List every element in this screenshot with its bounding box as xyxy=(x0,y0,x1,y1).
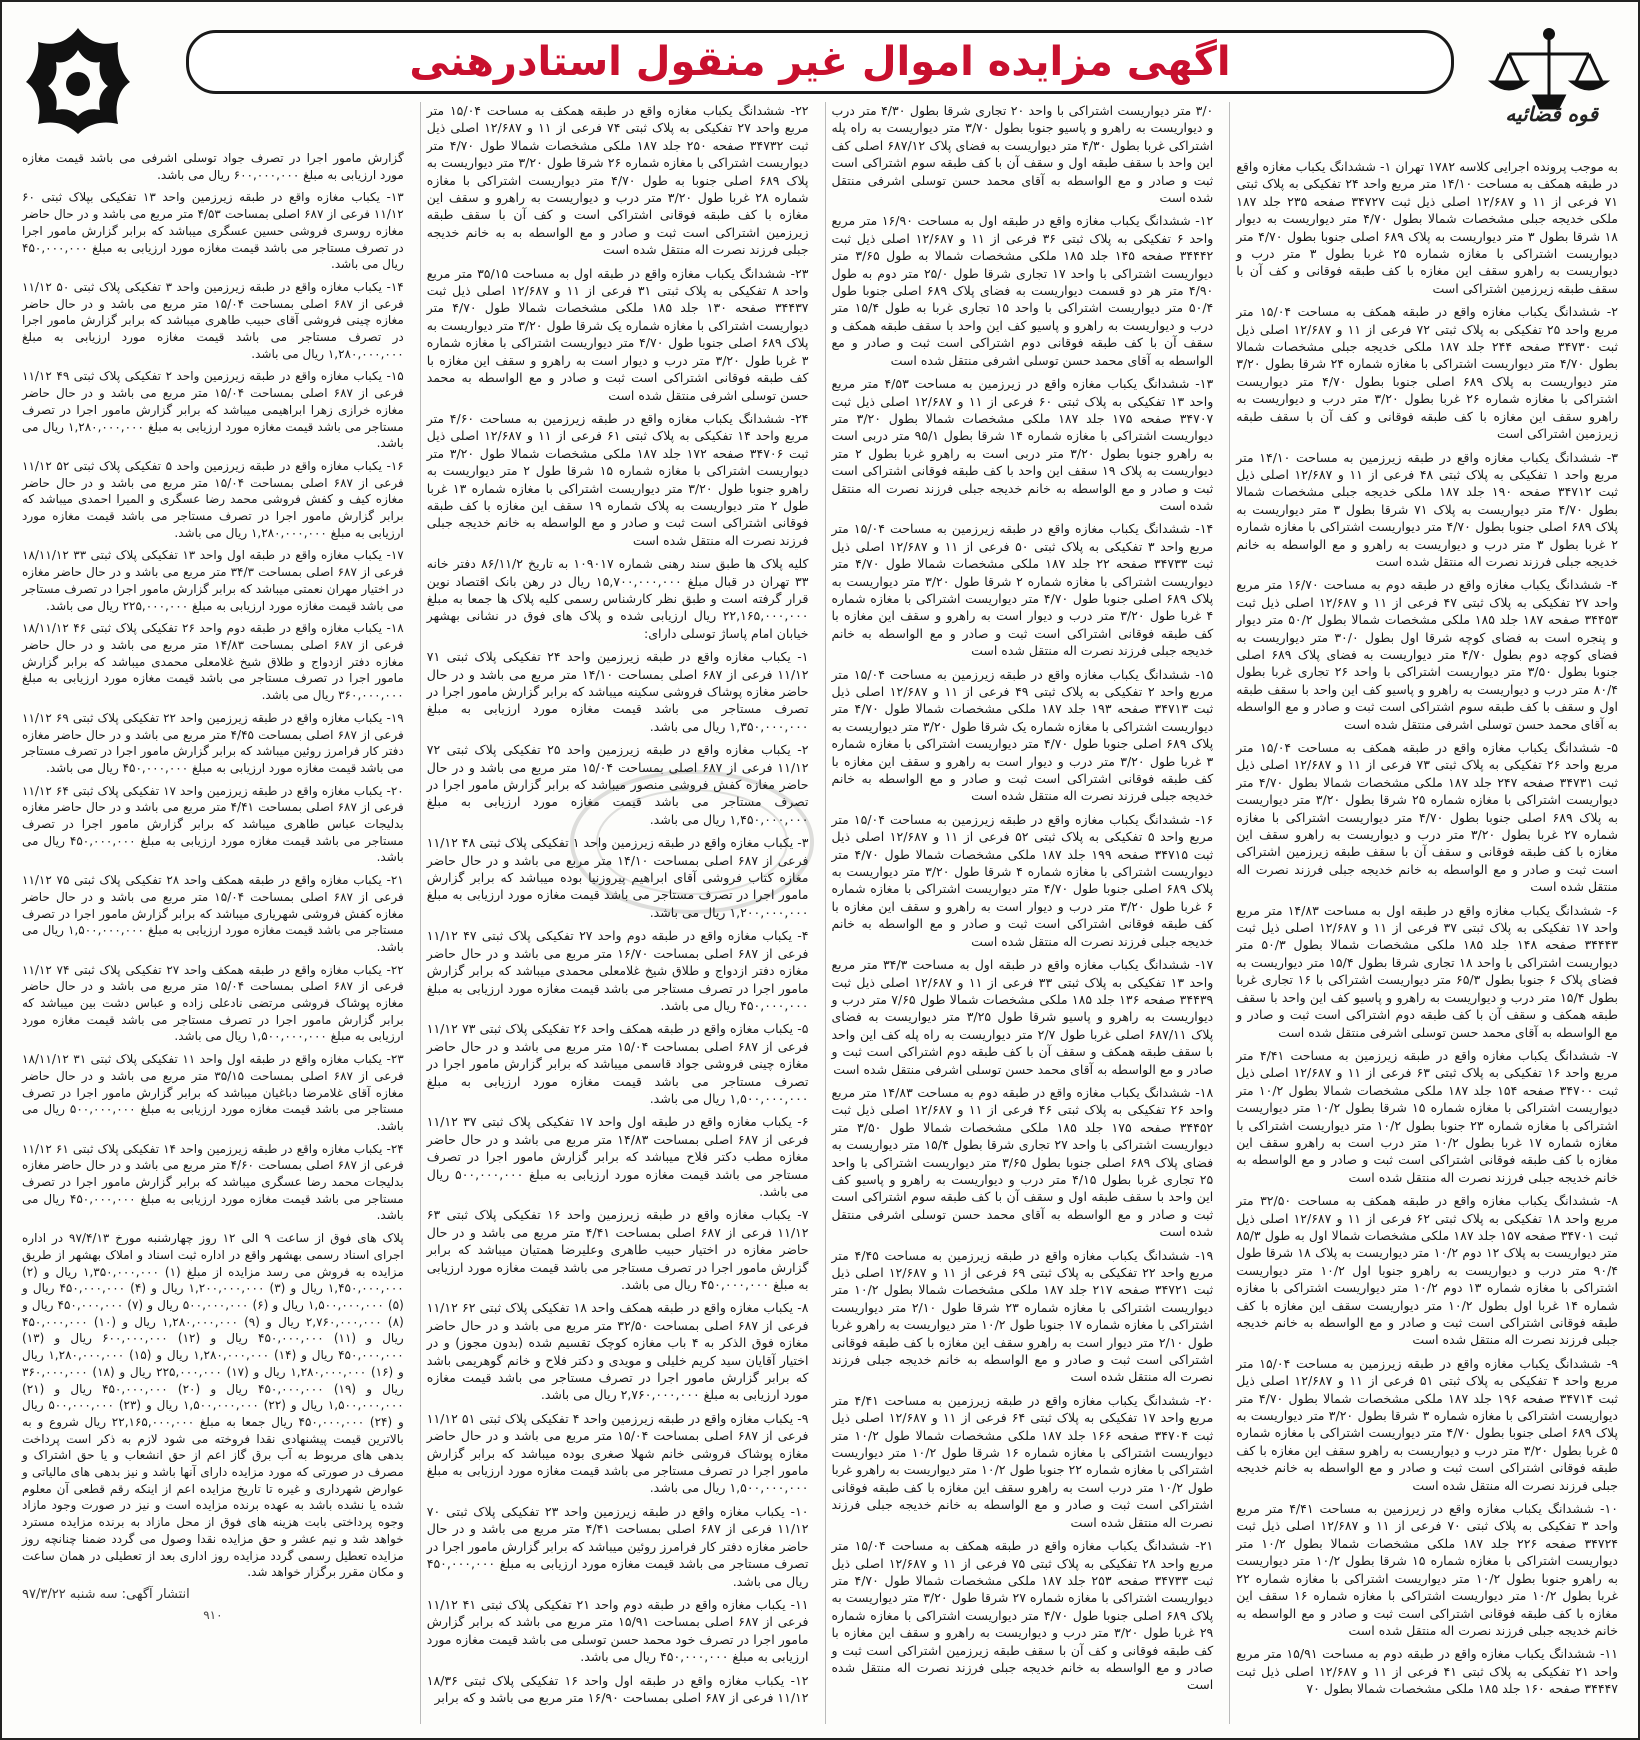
column-4 xyxy=(16,102,410,1724)
notice-paragraph: ۲۳- ششدانگ یکباب مغازه واقع در طبقه اول به مساحت ۳۵/۱۵ متر مربع واحد ۸ تفکیکی به پلاک ثبتی ۳۱ فرعی از ۱۱ و ۱۲/۶۸۷ اصلی ذیل ثبت ۳۴۴۳۷ صفحه ۱۳۰ جلد ۱۸۵ ملکی مشخصات شمالا طول ۴/۷۰ متر دیواریست اشتراکی با مغازه شماره یک شرقا طول ۳/۲۰ متر دیواریست به پلاک ۶۸۹ اصلی جنوبا طول ۴/۷۰ متر دیواریست اشتراکی با مغازه شماره ۳ غربا طول ۳/۲۰ متر درب و دیوار است به راهرو و سقف این مغازه با کف طبقه فوقانی اشتراکی است ثبت و صادر و مع الواسطه به محمد حسن توسلی اشرفی منتقل شده است xyxy=(426,265,809,403)
notice-paragraph: ۷- ششدانگ یکباب مغازه واقع در طبقه زیرزمین به مساحت ۴/۴۱ متر مربع واحد ۱۶ تفکیکی به پلاک ثبتی ۶۳ فرعی از ۱۱ و ۱۲/۶۸۷ اصلی ذیل ثبت ۳۴۷۰۰ صفحه ۱۵۴ جلد ۱۸۷ ملکی مشخصات شمالا بطول ۱۰/۲ متر دیواریست اشتراکی با مغازه شماره ۱۵ شرقا بطول ۱۰/۲ متر دیواریست اشتراکی با مغازه شماره ۲۳ جنوبا بطول ۱۰/۲ متر دیواریست اشتراکی با مغازه شماره ۱۷ غربا بطول ۱۰/۲ متر درب است به راهرو سقف این مغازه با کف طبقه فوقانی اشتراکی است ثبت و صادر و مع الواسطه به خانم خدیجه جبلی فرزند نصرت اله منتقل شده است xyxy=(1236,1047,1619,1185)
notice-paragraph: ۲۲- ششدانگ یکباب مغازه واقع در طبقه همکف به مساحت ۱۵/۰۴ متر مربع واحد ۲۷ تفکیکی به پلاک ثبتی ۷۴ فرعی از ۱۱ و ۱۲/۶۸۷ اصلی ذیل ثبت ۳۴۷۳۲ صفحه ۲۵۰ جلد ۱۸۷ ملکی مشخصات شمالا طول ۴/۷۰ متر دیواریست اشتراکی با مغازه شماره ۲۶ شرقا طول ۳/۲۰ متر دیواریست به پلاک ۶۸۹ اصلی جنوبا به طول ۴/۷۰ متر دیواریست اشتراکی با مغازه شماره ۲۸ غربا طول ۳/۲۰ متر درب و دیواریست به راهرو و سقف این مغازه با کف طبقه فوقانی اشتراکی است و کف آن با سقف طبقه زیرزمین اشتراکی است ثبت و صادر و مع الواسطه به به خانم خدیجه جبلی فرزند نصرت اله منتقل شده است xyxy=(426,103,809,258)
notice-paragraph: ۱۰- یکباب مغازه واقع در طبقه زیرزمین واحد ۲۳ تفکیکی پلاک ثبتی ۷۰ ۱۱/۱۲ فرعی از ۶۸۷ اصلی بمساحت ۴/۴۱ متر مربع می باشد و در حال حاضر مغازه دفتر کار فرامرز روئین میباشد که برابر گزارش مامور اجرا در تصرف مستاجر می باشد قیمت مغازه مورد ارزیابی به مبلغ ۴۵۰,۰۰۰,۰۰۰ ریال می باشد. xyxy=(426,1503,809,1589)
notice-paragraph: ۱۹- ششدانگ یکباب مغازه واقع در طبقه زیرزمین به مساحت ۴/۴۵ متر مربع واحد ۲۲ تفکیکی به پلاک ثبتی ۶۹ فرعی از ۱۱ و ۱۲/۶۸۷ اصلی ذیل ثبت ۳۴۷۲۱ صفحه ۲۱۷ جلد ۱۸۷ ملکی مشخصات شمالا بطول ۱۰/۲ متر دیواریست اشتراکی با مغازه شماره ۲۳ شرقا طول ۲/۱۰ متر دیواریست اشتراکی با مغازه شماره ۱۷ جنوبا طول ۱۰/۲ متر دیواریست به راهرو غربا طول ۲/۱۰ متر دیوار است به راهرو سقف این مغازه با کف طبقه فوقانی اشتراکی است ثبت و صادر و مع الواسطه به خانم خدیجه جبلی فرزند نصرت اله منتقل شده است xyxy=(831,1247,1214,1385)
notice-paragraph: ۳/۰ متر دیواریست اشتراکی با واحد ۲۰ تجاری شرقا بطول ۴/۳۰ متر درب و دیواریست به راهرو و پاسیو جنوبا بطول ۳/۷۰ متر دیواریست به راه پله اشتراکی غربا بطول ۴/۳۰ متر دیواریست به فضای پلاک ۶۸۷/۱۲ اصلی کف این واحد با سقف طبقه اول و سقف آن با کف طبقه سوم اشتراکی است ثبت و صادر و مع الواسطه به آقای محمد حسن توسلی اشرفی منتقل شده است xyxy=(831,103,1214,206)
notice-paragraph: ۸- ششدانگ یکباب مغازه واقع در طبقه همکف به مساحت ۳۲/۵۰ متر مربع واحد ۱۸ تفکیکی به پلاک ثبتی ۶۲ فرعی از ۱۱ و ۱۲/۶۸۷ اصلی ذیل ثبت ۳۴۷۰۱ صفحه ۱۵۷ جلد ۱۸۷ ملکی مشخصات شمالا اول به طول ۸۵/۳ متر دیواریست به پلاک ۱۲ دوم ۱۰/۲ متر دیواریست به پلاک ۱۸ شرقا طول ۹۰/۴ متر درب و دیواریست به راهرو جنوبا اول ۱۰/۲ متر دیواریست اشتراکی با مغازه شماره ۱۳ دوم ۱۰/۲ متر دیواریست اشتراکی با مغازه شماره ۱۴ غربا اول بطول ۱۰/۲ متر دیواریست سقف این مغازه با کف طبقه فوقانی اشتراکی است ثبت و صادر و مع الواسطه به خانم خدیجه جبلی فرزند نصرت اله منتقل شده است xyxy=(1236,1193,1619,1348)
notice-paragraph: ۱- یکباب مغازه واقع در طبقه زیرزمین واحد ۲۴ تفکیکی پلاک ثبتی ۷۱ ۱۱/۱۲ فرعی از ۶۸۷ اصلی بمساحت ۱۴/۱۰ متر مربع می باشد و در حال حاضر مغازه پوشاک فروشی سکینه میباشد که برابر گزارش مامور اجرا در تصرف مستاجر می باشد قیمت مغازه مورد ارزیابی به مبلغ ۱,۳۵۰,۰۰۰,۰۰۰ ریال می باشد. xyxy=(426,649,809,734)
notice-paragraph: کلیه پلاک ها طبق سند رهنی شماره ۱۰۹۰۱۷ به تاریخ ۸۶/۱۱/۲ دفتر خانه ۳۳ تهران در قبال مبلغ ۱۵,۷۰۰,۰۰۰,۰۰۰ ریال در رهن بانک اقتصاد نوین قرار گرفته است و طبق نظر کارشناس رسمی کلیه پلاک ها جمعا به مبلغ ۲۲,۱۶۵,۰۰۰,۰۰۰ ریال ارزیابی شده و پلاک های فوق در نشانی بهشهر خیابان امام پاساژ توسلی دارای: xyxy=(426,556,809,641)
notice-paragraph: ۱۳- یکباب مغازه واقع در طبقه زیرزمین واحد ۱۳ تفکیکی بپلاک ثبتی ۶۰ ۱۱/۱۲ فرعی از ۶۸۷ اصلی بمساحت ۴/۵۳ متر مربع می باشد و در حال حاضر مغازه روسری فروشی حسین عسگری میباشد که برابر گزارش مامور اجرا در تصرف مستاجر می باشد قیمت مغازه مورد ارزیابی به مبلغ ۴۵۰,۰۰۰,۰۰۰ ریال می باشد. xyxy=(22,190,404,272)
emblem-caption: قوه قضائیه xyxy=(1505,102,1598,126)
notice-paragraph: ۱۴- ششدانگ یکباب مغازه واقع در طبقه زیرزمین به مساحت ۱۵/۰۴ متر مربع واحد ۳ تفکیکی به پلاک ثبتی ۵۰ فرعی از ۱۱ و ۱۲/۶۸۷ اصلی ذیل ثبت ۳۴۷۳۳ صفحه ۲۲ جلد ۱۸۷ ملکی مشخصات شمالا طول ۴/۷۰ متر دیواریست اشتراکی با مغازه شماره ۲ شرقا طول ۳/۲۰ متر دیواریست به پلاک ۶۸۹ اصلی جنوبا طول ۴/۷۰ متر دیواریست اشتراکی با مغازه شماره ۴ غربا طول ۳/۲۰ متر درب و دیوار است به راهرو و سقف این مغازه با کف طبقه فوقانی اشتراکی است ثبت و صادر و مع الواسطه به خانم خدیجه جبلی فرزند نصرت اله منتقل شده است xyxy=(831,521,1214,659)
notice-paragraph: ۲۳- یکباب مغازه واقع در طبقه اول واحد ۱۱ تفکیکی پلاک ثبتی ۳۱ ۱۸/۱۱/۱۲ فرعی از ۶۸۷ اصلی بمساحت ۳۵/۱۵ متر مربع می باشد و در حال حاضر مغازه آقای غلامرضا دباغیان میباشد که برابر گزارش مامور اجرا در تصرف مستاجر می باشد قیمت مغازه مورد ارزیابی به مبلغ ۵۰۰,۰۰۰,۰۰۰ ریال می باشد. xyxy=(22,1052,404,1133)
notice-paragraph: ۵- یکباب مغازه واقع در طبقه همکف واحد ۲۶ تفکیکی پلاک ثبتی ۷۳ ۱۱/۱۲ فرعی از ۶۸۷ اصلی بمساحت ۱۵/۰۴ متر مربع می باشد و در حال حاضر مغازه چینی فروشی جواد قاسمی میباشد که برابر گزارش مامور اجرا در تصرف مستاجر می باشد قیمت مغازه مورد ارزیابی به مبلغ ۱,۵۰۰,۰۰۰,۰۰۰ ریال می باشد. xyxy=(426,1021,809,1106)
notice-paragraph: ۱۱- ششدانگ یکباب مغازه واقع در طبقه دوم به مساحت ۱۵/۹۱ متر مربع واحد ۲۱ تفکیکی به پلاک ثبتی ۴۱ فرعی از ۱۱ و ۱۲/۶۸۷ اصلی ذیل ثبت ۳۴۴۴۷ صفحه ۱۶۰ جلد ۱۸۵ ملکی مشخصات شمالا بطول ۷۰ xyxy=(1236,1646,1619,1697)
notice-paragraph: ۱۵- ششدانگ یکباب مغازه واقع در طبقه زیرزمین به مساحت ۱۵/۰۴ متر مربع واحد ۲ تفکیکی به پلاک ثبتی ۴۹ فرعی از ۱۱ و ۱۲/۶۸۷ اصلی ذیل ثبت ۳۴۷۱۳ صفحه ۱۹۳ جلد ۱۸۷ ملکی مشخصات شمالا طول ۴/۷۰ متر دیواریست اشتراکی با مغازه شماره یک شرقا طول ۳/۲۰ متر دیواریست به پلاک ۶۸۹ اصلی جنوبا طول ۴/۷۰ متر دیواریست اشتراکی با مغازه شماره ۳ غربا طول ۳/۲۰ متر درب و دیوار است به راهرو و سقف این مغازه با کف طبقه فوقانی اشتراکی است ثبت و صادر و مع الواسطه به خانم خدیجه جبلی فرزند نصرت اله منتقل شده است xyxy=(831,666,1214,804)
notice-paragraph: ۲۱- ششدانگ یکباب مغازه واقع در طبقه همکف به مساحت ۱۵/۰۴ متر مربع واحد ۲۸ تفکیکی به پلاک ثبتی ۷۵ فرعی از ۱۱ و ۱۲/۶۸۷ اصلی ذیل ثبت ۳۴۷۳۳ صفحه ۲۵۳ جلد ۱۸۷ ملکی مشخصات شمالا طول ۴/۷۰ متر دیواریست اشتراکی با مغازه شماره ۲۷ شرقا طول ۳/۲۰ متر دیواریست به پلاک ۶۸۹ اصلی جنوبا طول ۴/۷۰ متر دیواریست اشتراکی با مغازه شماره ۲۹ غربا طول ۳/۲۰ متر درب و دیواریست به راهرو و سقف این مغازه با کف طبقه فوقانی و کف آن با سقف طبقه زیرزمین اشتراکی است ثبت و صادر و مع الواسطه به خانم خدیجه جبلی فرزند نصرت اله منتقل شده است xyxy=(831,1538,1214,1693)
notice-paragraph: ۷- یکباب مغازه واقع در طبقه زیرزمین واحد ۱۶ تفکیکی پلاک ثبتی ۶۳ ۱۱/۱۲ فرعی از ۶۸۷ اصلی بمساحت ۴/۴۱ متر مربع می باشد و در حال حاضر مغازه در اختیار حبیب طاهری وعلیرضا همتیان میباشد که برابر گزارش مامور اجرا در تصرف مستاجر می باشد قیمت مغازه مورد ارزیابی به مبلغ ۴۵۰,۰۰۰,۰۰۰ ریال می باشد. xyxy=(426,1207,809,1292)
notice-paragraph: ۲۱- یکباب مغازه واقع در طبقه همکف واحد ۲۸ تفکیکی پلاک ثبتی ۷۵ ۱۱/۱۲ فرعی از ۶۸۷ اصلی بمساحت ۱۵/۰۴ متر مربع می باشد و در حال حاضر مغازه کفش فروشی شهریاری میباشد که برابر گزارش مامور اجرا در تصرف مستاجر می باشد قیمت مغازه مورد ارزیابی به مبلغ ۱,۵۰۰,۰۰۰,۰۰۰ ریال می باشد. xyxy=(22,873,404,954)
notice-paragraph: به موجب پرونده اجرایی کلاسه ۱۷۸۲ تهران ۱- ششدانگ یکباب مغازه واقع در طبقه همکف به مساحت ۱۴/۱۰ متر مربع واحد ۲۴ تفکیکی به پلاک ثبتی ۷۱ فرعی از ۱۱ و ۱۲/۶۸۷ اصلی ذیل ثبت ۳۴۷۲۷ صفحه ۲۳۵ جلد ۱۸۷ ملکی خدیجه جبلی مشخصات شمالا بطول ۴/۷۰ متر دیواریست به دیوار ۱۸ شرقا بطول ۳ متر دیواریست به پلاک ۶۸۹ اصلی جنوبا بطول ۴/۷۰ متر دیواریست اشتراکی با مغازه شماره ۲۵ غربا بطول ۳ متر درب و دیواریست به راهرو سقف این مغازه با کف طبقه فوقانی و کف آن با سقف طبقه زیرزمین اشتراکی است xyxy=(1236,159,1619,296)
notice-paragraph: ۱۶- یکباب مغازه واقع در طبقه زیرزمین واحد ۵ تفکیکی پلاک ثبتی ۵۲ ۱۱/۱۲ فرعی از ۶۸۷ اصلی بمساحت ۱۵/۰۴ متر مربع می باشد و در حال حاضر مغازه کیف و کفش فروشی محمد رضا عسگری و المیرا احمدی میباشد که برابر گزارش مامور اجرا در تصرف مستاجر می باشد قیمت مغازه مورد ارزیابی به مبلغ ۱,۲۸۰,۰۰۰,۰۰۰ ریال می باشد. xyxy=(22,458,404,540)
notice-paragraph: ۲۴- یکباب مغازه واقع در طبقه زیرزمین واحد ۱۴ تفکیکی پلاک ثبتی ۶۱ ۱۱/۱۲ فرعی از ۶۸۷ اصلی بمساحت ۴/۶۰ متر مربع می باشد و در حال حاضر مغازه بدلیجات محمد رضا عسگری میباشد که برابر گزارش مامور اجرا در تصرف مستاجر می باشد قیمت مغازه مورد ارزیابی به مبلغ ۴۵۰,۰۰۰,۰۰۰ ریال می باشد. xyxy=(22,1141,404,1223)
column-1 xyxy=(1229,102,1624,1724)
notice-columns xyxy=(16,102,1624,1724)
notice-paragraph: ۲۲- یکباب مغازه واقع در طبقه همکف واحد ۲۷ تفکیکی پلاک ثبتی ۷۴ ۱۱/۱۲ فرعی از ۶۸۷ اصلی بمساحت ۱۵/۰۴ متر مربع می باشد و در حال حاضر مغازه پوشاک فروشی مرتضی نادعلی زاده و عباس دشت بین میباشد که برابر گزارش مامور اجرا در تصرف مستاجر می باشد قیمت مغازه مورد ارزیابی به مبلغ ۱,۵۰۰,۰۰۰,۰۰۰ ریال می باشد. xyxy=(22,962,404,1044)
notice-paragraph: ۳- ششدانگ یکباب مغازه واقع در طبقه زیرزمین به مساحت ۱۴/۱۰ متر مربع واحد ۱ تفکیکی به پلاک ثبتی ۴۸ فرعی از ۱۱ و ۱۲/۶۸۷ اصلی ذیل ثبت ۳۴۷۱۲ صفحه ۱۹۰ جلد ۱۸۷ ملکی خدیجه جبلی مشخصات شمالا بطول ۴/۷۰ متر دیواریست به پلاک ۷۱ شرقا بطول ۳ متر دیواریست به پلاک ۶۸۹ اصلی جنوبا بطول ۴/۷۰ متر دیواریست اشتراکی با مغازه شماره ۲ غربا بطول ۳ متر درب و دیواریست به راهرو و مع الواسطه به خانم خدیجه جبلی فرزند نصرت اله منتقل شده است xyxy=(1236,449,1619,569)
notice-paragraph: ۱۵- یکباب مغازه واقع در طبقه زیرزمین واحد ۲ تفکیکی پلاک ثبتی ۴۹ ۱۱/۱۲ فرعی از ۶۸۷ اصلی بمساحت ۱۵/۰۴ متر مربع می باشد و در حال حاضر مغازه خرازی زهرا ابراهیمی میباشد که برابر گزارش مامور اجرا در تصرف مستاجر می باشد قیمت مغازه مورد ارزیابی به مبلغ ۱,۲۸۰,۰۰۰,۰۰۰ ریال می باشد. xyxy=(22,369,404,451)
notice-paragraph: ۱۶- ششدانگ یکباب مغازه واقع در طبقه زیرزمین به مساحت ۱۵/۰۴ متر مربع واحد ۵ تفکیکی به پلاک ثبتی ۵۲ فرعی از ۱۱ و ۱۲/۶۸۷ اصلی ذیل ثبت ۳۴۷۱۵ صفحه ۱۹۹ جلد ۱۸۷ ملکی مشخصات شمالا طول ۴/۷۰ متر دیواریست اشتراکی با مغازه شماره ۴ شرقا طول ۳/۲۰ متر دیواریست به پلاک ۶۸۹ اصلی جنوبا طول ۴/۷۰ متر دیواریست اشتراکی با مغازه شماره ۶ غربا طول ۳/۲۰ متر درب و دیوار است به راهرو و سقف این مغازه با کف طبقه فوقانی اشتراکی است ثبت و صادر و مع الواسطه به خانم خدیجه جبلی فرزند نصرت اله منتقل شده است xyxy=(831,811,1214,949)
notice-paragraph: ۳- یکباب مغازه واقع در طبقه زیرزمین واحد ۱ تفکیکی پلاک ثبتی ۴۸ ۱۱/۱۲ فرعی از ۶۸۷ اصلی بمساحت ۱۴/۱۰ متر مربع می باشد و در حال حاضر مغازه کتاب فروشی آقای ابراهیم پیروزنیا بوده میباشد که برابر گزارش مامور اجرا در تصرف مستاجر می باشد قیمت مغازه مورد ارزیابی به مبلغ ۱,۲۰۰,۰۰۰,۰۰۰ ریال می باشد. xyxy=(426,835,809,920)
notice-paragraph: ۹- ششدانگ یکباب مغازه واقع در طبقه زیرزمین به مساحت ۱۵/۰۴ متر مربع واحد ۴ تفکیکی به پلاک ثبتی ۵۱ فرعی از ۱۱ و ۱۲/۶۸۷ اصلی ذیل ثبت ۳۴۷۱۴ صفحه ۱۹۶ جلد ۱۸۷ ملکی مشخصات شمالا بطول ۴/۷۰ متر دیواریست اشتراکی با مغازه شماره ۳ شرقا بطول ۳/۲۰ متر دیواریست به پلاک ۶۸۹ اصلی جنوبا بطول ۴/۷۰ متر دیواریست اشتراکی با مغازه شماره ۵ غربا بطول ۳/۲۰ متر درب و دیواریست به راهرو سقف این مغازه با کف طبقه فوقانی اشتراکی است ثبت و صادر و مع الواسطه به خانم خدیجه جبلی فرزند نصرت اله منتقل شده است xyxy=(1236,1355,1619,1493)
notice-paragraph: پلاک های فوق از ساعت ۹ الی ۱۲ روز چهارشنبه مورخ ۹۷/۴/۱۳ در اداره اجرای اسناد رسمی بهشهر واقع در اداره ثبت اسناد و املاک بهشهر از طریق مزایده به فروش می رسد مزایده از مبلغ (۱) ۱,۳۵۰,۰۰۰,۰۰۰ ریال و (۲) ۱,۴۵۰,۰۰۰,۰۰۰ ریال و (۳) ۱,۲۰۰,۰۰۰,۰۰۰ ریال و (۴) ۴۵۰,۰۰۰,۰۰۰ ریال و (۵) ۱,۵۰۰,۰۰۰,۰۰۰ ریال و (۶) ۵۰۰,۰۰۰,۰۰۰ ریال و (۷) ۴۵۰,۰۰۰,۰۰۰ ریال و (۸) ۲,۷۶۰,۰۰۰,۰۰۰ ریال و (۹) ۱,۲۸۰,۰۰۰,۰۰۰ ریال و (۱۰) ۴۵۰,۰۰۰,۰۰۰ ریال و (۱۱) ۴۵۰,۰۰۰,۰۰۰ ریال و (۱۲) ۶۰۰,۰۰۰,۰۰۰ ریال و (۱۳) ۴۵۰,۰۰۰,۰۰۰ ریال و (۱۴) ۱,۲۸۰,۰۰۰,۰۰۰ ریال و (۱۵) ۱,۲۸۰,۰۰۰,۰۰۰ ریال و (۱۶) ۱,۲۸۰,۰۰۰,۰۰۰ ریال و (۱۷) ۲۲۵,۰۰۰,۰۰۰ ریال و (۱۸) ۳۶۰,۰۰۰,۰۰۰ ریال و (۱۹) ۴۵۰,۰۰۰,۰۰۰ ریال و (۲۰) ۴۵۰,۰۰۰,۰۰۰ ریال و (۲۱) ۱,۵۰۰,۰۰۰,۰۰۰ ریال و (۲۲) ۱,۵۰۰,۰۰۰,۰۰۰ ریال و (۲۳) ۵۰۰,۰۰۰,۰۰۰ ریال و (۲۴) ۴۵۰,۰۰۰,۰۰۰ ریال جمعا به مبلغ ۲۲,۱۶۵,۰۰۰,۰۰۰ ریال شروع و به بالاترین قیمت پیشنهادی نقدا فروخته می شود لازم به ذکر است پرداخت بدهی های مربوط به آب برق گاز اعم از حق انشعاب و یا حق اشتراک و مصرف در صورتی که مورد مزایده دارای آنها باشد و نیز بدهی های مالیاتی و عوارض شهرداری و غیره تا تاریخ مزایده اعم از اینکه رقم قطعی آن معلوم شده یا نشده باشد به عهده برنده مزایده است و نیز در صورت وجود مازاد وجوه پرداختی بابت هزینه های فوق از محل مازاد به برنده مزایده مسترد خواهد شد و نیم عشر و حق مزایده نقدا وصول می گردد ضمنا چنانچه روز مزایده تعطیل رسمی گردد مزایده روز اداری بعد از تعطیلی در همان ساعت و مکان مقرر برگزار خواهد شد. xyxy=(22,1231,404,1580)
notice-paragraph: ۲- ششدانگ یکباب مغازه واقع در طبقه همکف به مساحت ۱۵/۰۴ متر مربع واحد ۲۵ تفکیکی به پلاک ثبتی ۷۲ فرعی از ۱۱ و ۱۲/۶۸۷ اصلی ذیل ثبت ۳۴۷۳۰ صفحه ۲۴۴ جلد ۱۸۷ ملکی خدیجه جبلی مشخصات شمالا بطول ۴/۷۰ متر دیواریست اشتراکی با مغازه شماره ۲۴ شرقا بطول ۳/۲۰ متر دیواریست به پلاک ۶۸۹ اصلی جنوبا بطول ۴/۷۰ متر دیواریست اشتراکی با مغازه شماره ۲۶ غربا بطول ۳/۲۰ متر درب و دیواریست به راهرو سقف این مغازه با کف طبقه فوقانی و کف آن با سقف طبقه زیرزمین اشتراکی است xyxy=(1236,304,1619,442)
notice-paragraph: ۴- ششدانگ یکباب مغازه واقع در طبقه دوم به مساحت ۱۶/۷۰ متر مربع واحد ۲۷ تفکیکی به پلاک ثبتی ۴۷ فرعی از ۱۱ و ۱۲/۶۸۷ اصلی ذیل ثبت ۳۴۴۵۳ صفحه ۱۸۷ جلد ۱۸۵ ملکی مشخصات شمالا بطول ۵۰/۲ متر دیوار و پنجره است به فضای کوچه شرقا اول بطول ۳۰/۰ متر دیواریست به فضای کوچه دوم بطول ۴/۷۰ متر دیواریست به فضای پلاک ۶۸۹ اصلی جنوبا بطول ۳/۵۰ متر دیواریست اشتراکی با واحد ۲۶ تجاری غربا بطول ۸۰/۴ متر درب و دیواریست به راهرو و پاسیو کف این واحد با سقف طبقه اول و سقف با کف طبقه سوم اشتراکی است ثبت و صادر و مع الواسطه به آقای محمد حسن توسلی اشرفی منتقل شده است xyxy=(1236,577,1619,732)
notice-paragraph: ۲۰- یکباب مغازه واقع در طبقه زیرزمین واحد ۱۷ تفکیکی پلاک ثبتی ۶۴ ۱۱/۱۲ فرعی از ۶۸۷ اصلی بمساحت ۴/۴۱ متر مربع می باشد و در حال حاضر مغازه بدلیجات عباس طاهری میباشد که برابر گزارش مامور اجرا در تصرف مستاجر می باشد قیمت مغازه مورد ارزیابی به مبلغ ۴۵۰,۰۰۰,۰۰۰ ریال می باشد. xyxy=(22,783,404,865)
notice-paragraph: ۵- ششدانگ یکباب مغازه واقع در طبقه همکف به مساحت ۱۵/۰۴ متر مربع واحد ۲۶ تفکیکی به پلاک ثبتی ۷۳ فرعی از ۱۱ و ۱۲/۶۸۷ اصلی ذیل ثبت ۳۴۷۳۱ صفحه ۲۴۷ جلد ۱۸۷ ملکی مشخصات شمالا بطول ۴/۷۰ متر دیواریست اشتراکی با مغازه شماره ۲۵ شرقا بطول ۳/۲۰ متر دیواریست به پلاک ۶۸۹ اصلی جنوبا بطول ۴/۷۰ متر دیواریست اشتراکی با مغازه شماره ۲۷ غربا بطول ۳/۲۰ متر درب و دیواریست به راهرو سقف این مغازه با کف طبقه فوقانی و سقف آن با سقف طبقه زیرزمین اشتراکی است ثبت و صادر و مع الواسطه به خانم خدیجه جبلی فرزند نصرت اله منتقل شده است xyxy=(1236,740,1619,895)
notice-paragraph: ۱۷- یکباب مغازه واقع در طبقه اول واحد ۱۳ تفکیکی پلاک ثبتی ۳۳ ۱۸/۱۱/۱۲ فرعی از ۶۸۷ اصلی بمساحت ۳۴/۳ متر مربع می باشد و در حال حاضر مغازه در اختیار مهران نعمتی میباشد که برابر گزارش مامور اجرا در تصرف مستاجر می باشد قیمت مغازه مورد ارزیابی به مبلغ ۲۲۵,۰۰۰,۰۰۰ ریال می باشد. xyxy=(22,548,404,613)
notice-paragraph: ۱۷- ششدانگ یکباب مغازه واقع در طبقه اول به مساحت ۳۴/۳ متر مربع واحد ۱۳ تفکیکی به پلاک ثبتی ۳۳ فرعی از ۱۱ و ۱۲/۶۸۷ اصلی ذیل ثبت ۳۴۴۳۹ صفحه ۱۳۶ جلد ۱۸۵ ملکی مشخصات شمالا طول ۷/۶۵ متر درب و دیواریست به راهرو و پاسیو شرقا طول ۳/۲۵ متر دیواریست به فضای پلاک ۶۸۷/۱۱ اصلی غربا طول ۲/۷ متر دیواریست به راه پله کف این واحد با سقف طبقه همکف و سقف آن با کف طبقه دوم اشتراکی است ثبت و صادر و مع الواسطه به آقای محمد حسن توسلی اشرفی منتقل شده است xyxy=(831,957,1214,1077)
notice-paragraph: ۴- یکباب مغازه واقع در طبقه دوم واحد ۲۷ تفکیکی پلاک ثبتی ۴۷ ۱۱/۱۲ فرعی از ۶۸۷ اصلی بمساحت ۱۶/۷۰ متر مربع می باشد و در حال حاضر مغازه دفتر ازدواج و طلاق شیخ غلامعلی محمدی میباشد که برابر گزارش مامور اجرا در تصرف مستاجر می باشد قیمت مغازه مورد ارزیابی به مبلغ ۴۵۰,۰۰۰,۰۰۰ ریال می باشد. xyxy=(426,928,809,1013)
column-2 xyxy=(825,102,1220,1724)
notice-paragraph: ۱۸- یکباب مغازه واقع در طبقه دوم واحد ۲۶ تفکیکی پلاک ثبتی ۴۶ ۱۸/۱۱/۱۲ فرعی از ۶۸۷ اصلی بمساحت ۱۴/۸۳ متر مربع می باشد و در حال حاضر مغازه دفتر ازدواج و طلاق شیخ غلامعلی محمدی میباشد که برابر گزارش مامور اجرا در تصرف مستاجر می باشد قیمت مغازه مورد ارزیابی به مبلغ ۳۶۰,۰۰۰,۰۰۰ ریال می باشد. xyxy=(22,621,404,703)
column-3 xyxy=(420,102,815,1724)
notice-paragraph: گزارش مامور اجرا در تصرف جواد توسلی اشرفی می باشد قیمت مغازه مورد ارزیابی به مبلغ ۶۰۰,۰۰۰,۰۰۰ ریال می باشد. xyxy=(22,151,404,182)
notice-paragraph: ۲۰- ششدانگ یکباب مغازه واقع در طبقه زیرزمین به مساحت ۴/۴۱ متر مربع واحد ۱۷ تفکیکی به پلاک ثبتی ۶۴ فرعی از ۱۱ و ۱۲/۶۸۷ اصلی ذیل ثبت ۳۴۷۰۴ صفحه ۱۶۶ جلد ۱۸۷ ملکی مشخصات شمالا طول ۱۰/۲ متر دیواریست اشتراکی با مغازه شماره ۱۶ شرقا طول ۱۰/۲ متر دیواریست اشتراکی با مغازه شماره ۲۲ جنوبا طول ۱۰/۲ متر دیواریست به راهرو غربا طول ۱۰/۲ متر درب است به راهرو سقف این مغازه با کف طبقه فوقانی اشتراکی است ثبت و صادر و مع الواسطه به خانم خدیجه جبلی فرزند نصرت اله منتقل شده است xyxy=(831,1392,1214,1530)
notice-paragraph: ۶- یکباب مغازه واقع در طبقه اول واحد ۱۷ تفکیکی پلاک ثبتی ۳۷ ۱۱/۱۲ فرعی از ۶۸۷ اصلی بمساحت ۱۴/۸۳ متر مربع می باشد و در حال حاضر مغازه مطب دکتر فلاح میباشد که برابر گزارش مامور اجرا در تصرف مستاجر می باشد قیمت مغازه مورد ارزیابی به مبلغ ۵۰۰,۰۰۰,۰۰۰ ریال می باشد. xyxy=(426,1114,809,1199)
notice-paragraph: ۱۲- ششدانگ یکباب مغازه واقع در طبقه اول به مساحت ۱۶/۹۰ متر مربع واحد ۶ تفکیکی به پلاک ثبتی ۳۶ فرعی از ۱۱ و ۱۲/۶۸۷ اصلی ذیل ثبت ۳۴۴۴۲ صفحه ۱۴۵ جلد ۱۸۵ ملکی مشخصات شمالا به طول ۳/۶۵ متر دیواریست اشتراکی با واحد ۱۷ تجاری شرقا طول ۲۵/۰ متر دوم به طول ۴/۹۰ متر هر دو قسمت دیواریست به فضای پلاک ۶۸۹ اصلی جنوبا طول ۵۰/۴ متر دیواریست اشتراکی با واحد ۱۵ تجاری غربا به طول ۱۵/۴ متر درب و دیواریست به راهرو و پاسیو کف این واحد با سقف طبقه همکف و سقف آن با کف طبقه فوقانی دوم اشتراکی است ثبت و صادر و مع الواسطه به آقای محمد حسن توسلی اشرفی منتقل شده است xyxy=(831,213,1214,368)
notice-paragraph: ۱۴- یکباب مغازه واقع در طبقه زیرزمین واحد ۳ تفکیکی پلاک ثبتی ۵۰ ۱۱/۱۲ فرعی از ۶۸۷ اصلی بمساحت ۱۵/۰۴ متر مربع می باشد و در حال حاضر مغازه چینی فروشی آقای حبیب طاهری میباشد که برابر گزارش مامور اجرا در تصرف مستاجر می باشد قیمت مغازه مورد ارزیابی به مبلغ ۱,۲۸۰,۰۰۰,۰۰۰ ریال می باشد. xyxy=(22,279,404,361)
notice-paragraph: ۱۳- ششدانگ یکباب مغازه واقع در زیرزمین به مساحت ۴/۵۳ متر مربع واحد ۱۳ تفکیکی به پلاک ثبتی ۶۰ فرعی از ۱۱ و ۱۲/۶۸۷ اصلی ذیل ثبت ۳۴۷۰۷ صفحه ۱۷۵ جلد ۱۸۷ ملکی مشخصات شمالا بطول ۳/۲۰ متر دیواریست اشتراکی با مغازه شماره ۱۴ شرقا بطول ۹۵/۱ متر دربی است به راهرو جنوبا بطول ۳/۲۰ متر دربی است به راهرو غربا بطول ۲ متر دیواریست به پلاک ۱۹ سقف این واحد با کف طبقه فوقانی اشتراکی است ثبت و صادر و مع الواسطه به خانم خدیجه جبلی فرزند نصرت اله منتقل شده است xyxy=(831,376,1214,513)
notice-paragraph: ۱۸- ششدانگ یکباب مغازه واقع در طبقه دوم به مساحت ۱۴/۸۳ متر مربع واحد ۲۶ تفکیکی به پلاک ثبتی ۴۶ فرعی از ۱۱ و ۱۲/۶۸۷ اصلی ذیل ثبت ۳۴۴۵۲ صفحه ۱۷۵ جلد ۱۸۵ ملکی مشخصات شمالا طول ۳/۵۰ متر دیواریست اشتراکی با واحد ۲۷ تجاری شرقا بطول ۱۵/۴ متر دیواریست به فضای پلاک ۶۸۹ اصلی جنوبا بطول ۳/۶۵ متر دیواریست اشتراکی با واحد ۲۵ تجاری غربا بطول ۴/۱۵ متر درب و دیواریست به راهرو و پاسیو کف این واحد با سقف طبقه اول و سقف آن با کف طبقه سوم اشتراکی است ثبت و صادر و مع الواسطه به آقای محمد حسن توسلی اشرفی منتقل شده است xyxy=(831,1084,1214,1240)
notice-paragraph: ۲- یکباب مغازه واقع در طبقه زیرزمین واحد ۲۵ تفکیکی پلاک ثبتی ۷۲ ۱۱/۱۲ فرعی از ۶۸۷ اصلی بمساحت ۱۵/۰۴ متر مربع می باشد و در حال حاضر مغازه کفش فروشی منصور میباشد که برابر گزارش مامور اجرا در تصرف مستاجر می باشد قیمت مغازه مورد ارزیابی به مبلغ ۱,۴۵۰,۰۰۰,۰۰۰ ریال می باشد. xyxy=(426,742,809,827)
notice-header xyxy=(16,16,1624,90)
notice-paragraph: ۲۴- ششدانگ یکباب مغازه واقع در طبقه زیرزمین به مساحت ۴/۶۰ متر مربع واحد ۱۴ تفکیکی به پلاک ثبتی ۶۱ فرعی از ۱۱ و ۱۲/۶۸۷ اصلی ذیل ثبت ۳۴۷۰۶ صفحه ۱۷۲ جلد ۱۸۷ ملکی مشخصات شمالا طول ۳/۲۰ متر دیواریست اشتراکی با مغازه شماره ۱۵ شرقا طول ۲ متر دیواریست به راهرو جنوبا طول ۳/۲۰ متر دیواریست اشتراکی با مغازه شماره ۱۳ غربا طول ۲ متر دیواریست به پلاک شماره ۱۹ سقف این مغازه با کف طبقه فوقانی اشتراکی است ثبت و صادر و مع الواسطه به خانم خدیجه جبلی فرزند نصرت اله منتقل شده است xyxy=(426,410,809,548)
notice-title: اگهی مزایده اموال غیر منقول استادرهنی xyxy=(409,39,1231,85)
notice-paragraph: ۱۲- یکباب مغازه واقع در طبقه اول واحد ۱۶ تفکیکی پلاک ثبتی ۱۸/۳۶ ۱۱/۱۲ فرعی از ۶۸۷ اصلی بمساحت ۱۶/۹۰ متر مربع می باشد و که برابر xyxy=(426,1672,809,1705)
notice-paragraph: ۱۰- ششدانگ یکباب مغازه واقع در زیرزمین به مساحت ۴/۴۱ متر مربع واحد ۳ تفکیکی به پلاک ثبتی ۷۰ فرعی از ۱۱ و ۱۲/۶۸۷ اصلی ذیل ثبت ۳۴۷۲۴ صفحه ۲۲۶ جلد ۱۸۷ ملکی مشخصات شمالا بطول ۱۰/۲ متر دیواریست اشتراکی با مغازه شماره ۱۵ شرقا بطول ۱۰/۲ متر دیواریست به راهرو جنوبا بطول ۱۰/۲ متر دیواریست اشتراکی با مغازه شماره ۲۲ غربا بطول ۱۰/۲ متر دیواریست اشتراکی با مغازه شماره ۱۶ سقف این مغازه با کف طبقه فوقانی اشتراکی است ثبت و صادر و مع الواسطه به خانم خدیجه جبلی فرزند نصرت اله منتقل شده است xyxy=(1236,1501,1619,1638)
title-banner xyxy=(186,30,1454,94)
notice-paragraph: ۹- یکباب مغازه واقع در طبقه زیرزمین واحد ۴ تفکیکی پلاک ثبتی ۵۱ ۱۱/۱۲ فرعی از ۶۸۷ اصلی بمساحت ۱۵/۰۴ متر مربع می باشد و در حال حاضر مغازه پوشاک فروشی خانم شهلا صغری بوده میباشد که برابر گزارش مامور اجرا در تصرف مستاجر می باشد قیمت مغازه مورد ارزیابی به مبلغ ۱,۵۰۰,۰۰۰,۰۰۰ ریال می باشد. xyxy=(426,1410,809,1496)
page-code: ۹۱۰ xyxy=(203,1607,223,1622)
notice-paragraph: ۸- یکباب مغازه واقع در طبقه همکف واحد ۱۸ تفکیکی پلاک ثبتی ۶۲ ۱۱/۱۲ فرعی از ۶۸۷ اصلی بمساحت ۳۲/۵۰ متر مربع می باشد و در حال حاضر مغازه فوق الذکر به ۴ باب مغازه کوچک تقسیم شده (بدون مجوز) و در اختیار آقایان سید کریم خلیلی و مویدی و دکتر فلاح و خانم گوهریمی باشد که برابر گزارش مامور اجرا در تصرف مستاجر می باشد قیمت مغازه مورد ارزیابی به مبلغ ۲,۷۶۰,۰۰۰,۰۰۰ ریال می باشد. xyxy=(426,1300,809,1403)
notice-paragraph: ۱۱- یکباب مغازه واقع در طبقه دوم واحد ۲۱ تفکیکی پلاک ثبتی ۴۱ ۱۱/۱۲ فرعی از ۶۸۷ اصلی بمساحت ۱۵/۹۱ متر مربع می باشد که برابر گزارش مامور اجرا در تصرف خود محمد حسن توسلی می باشد قیمت مغازه مورد ارزیابی به مبلغ ۴۵۰,۰۰۰,۰۰۰ ریال می باشد. xyxy=(426,1596,809,1665)
notice-paragraph: ۶- ششدانگ یکباب مغازه واقع در طبقه اول به مساحت ۱۴/۸۳ متر مربع واحد ۱۷ تفکیکی به پلاک ثبتی ۳۷ فرعی از ۱۱ و ۱۲/۶۸۷ اصلی ذیل ثبت ۳۴۴۴۳ صفحه ۱۴۸ جلد ۱۸۵ ملکی مشخصات شمالا بطول ۵۰/۳ متر دیواریست اشتراکی با واحد ۱۸ تجاری شرقا بطول ۱۵/۴ متر دیواریست به فضای پلاک ۶ جنوبا بطول ۶۵/۳ متر دیواریست اشتراکی با ۱۶ تجاری غربا بطول ۱۵/۴ متر درب و دیواریست به راهرو و پاسیو کف این واحد با سقف طبقه همکف و سقف آن با کف طبقه دوم اشتراکی است ثبت و صادر و مع الواسطه به آقای محمد حسن توسلی اشرفی منتقل شده است xyxy=(1236,902,1619,1040)
notice-paragraph: ۱۹- یکباب مغازه واقع در طبقه زیرزمین واحد ۲۲ تفکیکی پلاک ثبتی ۶۹ ۱۱/۱۲ فرعی از ۶۸۷ اصلی بمساحت ۴/۴۵ متر مربع می باشد و در حال حاضر مغازه دفتر کار فرامرز روئین میباشد که برابر گزارش مامور اجرا در تصرف مستاجر می باشد قیمت مغازه مورد ارزیابی به مبلغ ۴۵۰,۰۰۰,۰۰۰ ریال می باشد. xyxy=(22,710,404,775)
publish-date: انتشار آگهی: سه شنبه ۹۷/۳/۲۲ xyxy=(22,1586,190,1602)
